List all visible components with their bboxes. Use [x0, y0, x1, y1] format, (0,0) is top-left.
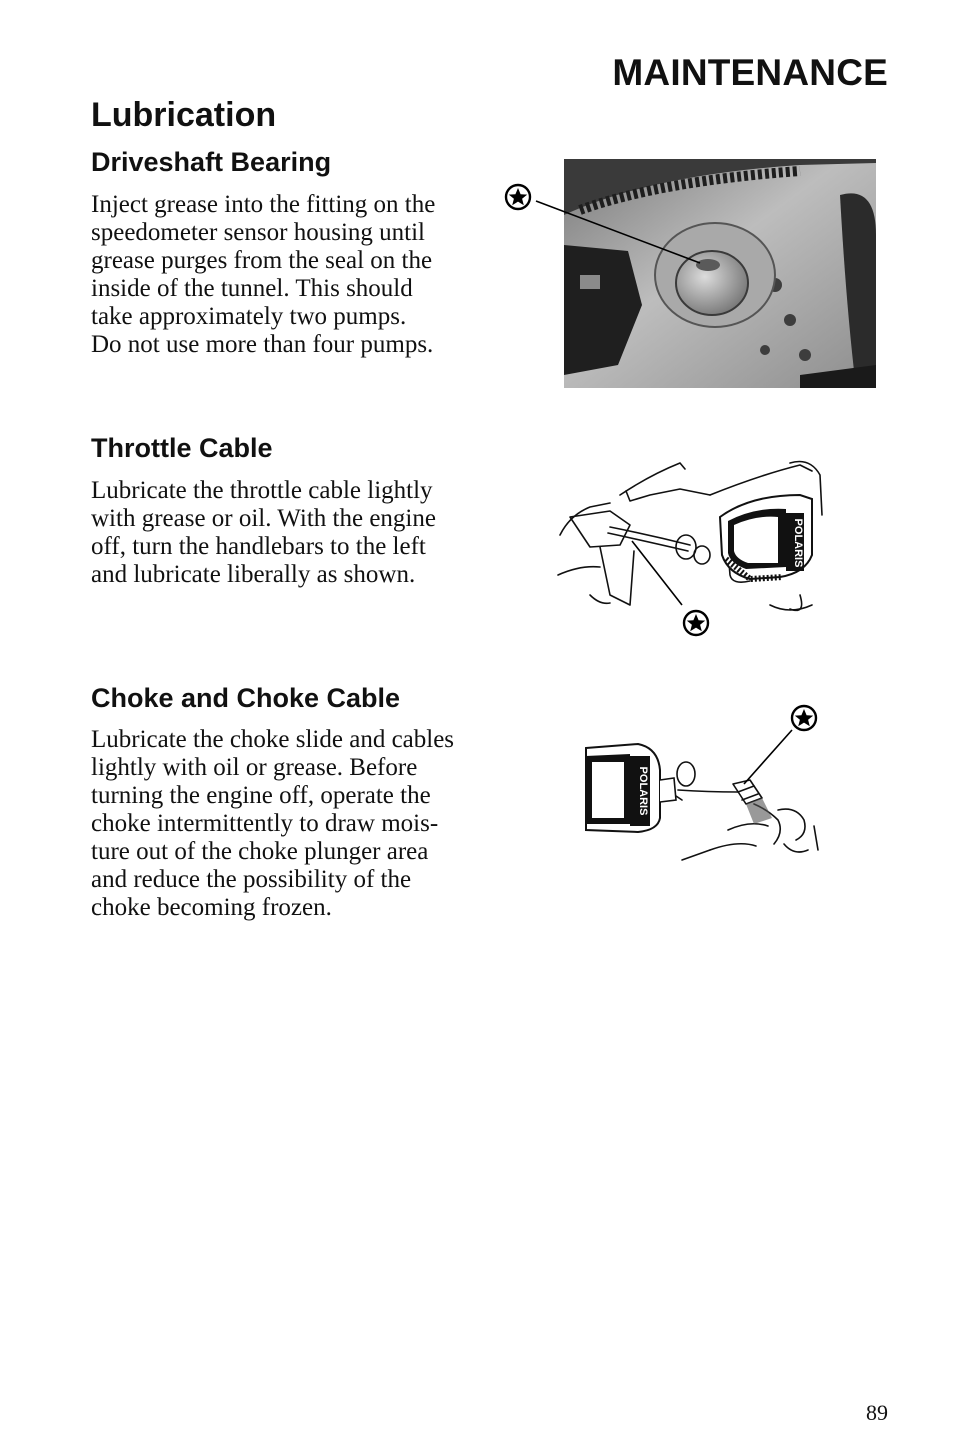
subsection-body-driveshaft-bearing: Inject grease into the fitting on the speedometer sensor housing until grease purges from the seal on the inside of the tunnel. This should take approximately two pumps. Do not use more than four pumps. [91, 191, 436, 358]
page-number: 89 [866, 1400, 888, 1425]
running-head: MAINTENANCE [612, 52, 888, 93]
subsection-title-choke-cable: Choke and Choke Cable [91, 683, 401, 713]
callout-star-icon [506, 185, 530, 209]
choke-cable-illustration [578, 700, 828, 870]
throttle-bottle-brand-label: POLARIS [792, 518, 804, 568]
subsection-body-throttle-cable: Lubricate the throttle cable lightly with grease or oil. With the engine off, turn the handlebars to the left and lubricate liberally as shown. [91, 477, 436, 588]
throttle-cable-illustration [550, 455, 840, 645]
callout-star-icon [684, 611, 708, 635]
subsection-title-driveshaft-bearing: Driveshaft Bearing [91, 147, 332, 177]
section-title: Lubrication [91, 96, 277, 134]
subsection-title-throttle-cable: Throttle Cable [91, 433, 273, 463]
choke-bottle-brand-label: POLARIS [637, 766, 649, 816]
callout-star-icon [792, 706, 816, 730]
subsection-body-choke-cable: Lubricate the choke slide and cables lightly with oil or grease. Before turning the engine off, operate the choke intermittently to draw mois- ture out of the choke plunger area and reduce the possibility of the choke becoming frozen. [91, 726, 455, 921]
driveshaft-bearing-photo [500, 155, 880, 395]
